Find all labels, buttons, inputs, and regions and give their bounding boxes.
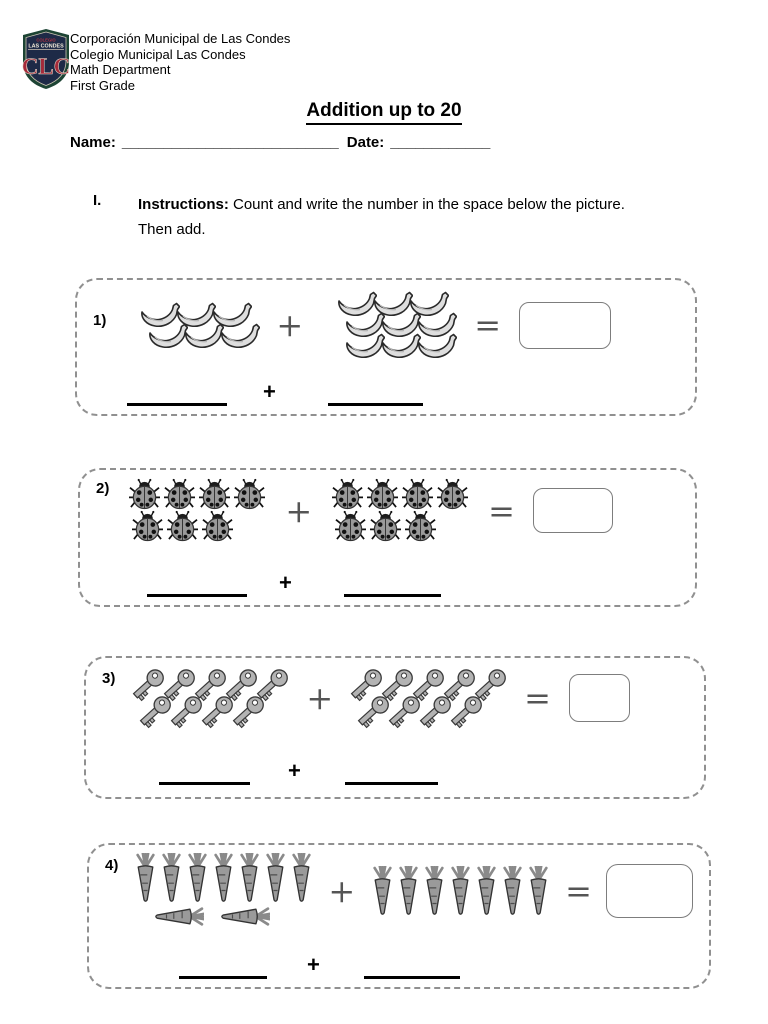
- exercise-1-count-line-2[interactable]: [328, 403, 423, 406]
- carrot-icon: [264, 853, 287, 903]
- plus-sign: +: [307, 952, 320, 977]
- ladybug-icon: [437, 478, 468, 511]
- exercise-3-count-line-2[interactable]: [345, 782, 438, 785]
- icon-row: [140, 693, 288, 729]
- ladybug-icon: [405, 510, 436, 543]
- ladybug-icon: [132, 510, 163, 543]
- banana-icon: [148, 322, 188, 350]
- exercise-4-answer-box[interactable]: [606, 864, 693, 918]
- icon-row: [330, 478, 470, 511]
- banana-icon: [220, 322, 260, 350]
- key-icon: [448, 693, 485, 729]
- plus-sign: +: [263, 379, 276, 404]
- exercise-1-box: [75, 278, 697, 416]
- equals-sign: =: [474, 306, 501, 344]
- ladybug-icon: [164, 478, 195, 511]
- key-icon: [230, 693, 267, 729]
- plus-sign: +: [279, 570, 292, 595]
- exercise-3-box: [84, 656, 706, 799]
- banana-icon: [381, 332, 421, 360]
- icon-row: [369, 866, 551, 916]
- carrot-icon: [290, 853, 313, 903]
- icon-row: [150, 322, 258, 350]
- icon-row: [132, 853, 314, 903]
- carrot-icon: [397, 866, 420, 916]
- exercise-2-count-line-2[interactable]: [344, 594, 441, 597]
- carrot-icon: [238, 853, 261, 903]
- exercise-2-number: 2): [96, 480, 110, 497]
- date-blank-line[interactable]: ____________: [390, 134, 491, 151]
- exercise-3-count-line-1[interactable]: [159, 782, 250, 785]
- ladybug-icon: [367, 478, 398, 511]
- plus-sign: +: [328, 871, 356, 910]
- exercise-2-addend-group-1: [127, 478, 267, 543]
- exercise-1-number: 1): [93, 312, 107, 329]
- exercise-4-addend-group-1: [132, 853, 314, 928]
- carrot-icon: [212, 853, 235, 903]
- icon-row: [127, 478, 267, 511]
- ladybug-icon: [234, 478, 265, 511]
- exercise-3-answer-box[interactable]: [569, 674, 630, 722]
- exercise-2-count-line-1[interactable]: [147, 594, 247, 597]
- ladybug-icon: [332, 478, 363, 511]
- instructions-block: [93, 192, 643, 242]
- equals-sign: =: [488, 491, 515, 530]
- carrot-icon: [449, 866, 472, 916]
- exercise-1-addend-group-1: [142, 301, 258, 350]
- exercise-4-addend-group-2: [369, 866, 551, 916]
- carrot-icon: [501, 866, 524, 916]
- ladybug-icon: [199, 478, 230, 511]
- exercise-1-count-line-1[interactable]: [127, 403, 227, 406]
- exercise-3-number: 3): [102, 670, 116, 687]
- carrot-horizontal-icon: [154, 905, 204, 928]
- exercise-4-number: 4): [105, 857, 119, 874]
- equals-sign: =: [524, 678, 551, 717]
- carrot-icon: [160, 853, 183, 903]
- letterhead-line-4: First Grade: [70, 77, 136, 93]
- name-date-row: [70, 134, 490, 151]
- icon-row: [347, 332, 455, 360]
- exercise-1-addend-group-2: [339, 290, 455, 360]
- ladybug-icon: [202, 510, 233, 543]
- name-label: Name:: [70, 134, 116, 151]
- plus-sign: +: [288, 758, 301, 783]
- date-label: Date:: [346, 134, 385, 151]
- ladybug-icon: [370, 510, 401, 543]
- logo-banner-bottom: LAS CONDES: [28, 43, 64, 50]
- exercise-3-addend-group-1: [133, 666, 288, 729]
- exercise-3-addend-group-2: [351, 666, 506, 729]
- exercise-4-count-line-2[interactable]: [364, 976, 460, 979]
- letterhead-line-3: Math Department: [70, 62, 171, 77]
- icon-row: [130, 510, 267, 543]
- exercise-4-count-line-1[interactable]: [179, 976, 267, 979]
- plus-sign: +: [306, 678, 334, 717]
- equals-sign: =: [565, 871, 592, 910]
- plus-sign: +: [285, 491, 313, 530]
- ladybug-icon: [129, 478, 160, 511]
- name-blank-line[interactable]: __________________________: [121, 134, 339, 151]
- icon-row: [358, 693, 506, 729]
- ladybug-icon: [167, 510, 198, 543]
- banana-icon: [417, 332, 457, 360]
- icon-row: [146, 905, 314, 928]
- letterhead-line-2: Colegio Municipal Las Condes: [70, 46, 246, 62]
- exercise-1-answer-box[interactable]: [519, 302, 611, 349]
- banana-icon: [184, 322, 224, 350]
- ladybug-icon: [335, 510, 366, 543]
- banana-icon: [345, 332, 385, 360]
- carrot-icon: [186, 853, 209, 903]
- exercise-2-addend-group-2: [330, 478, 470, 543]
- exercise-4-box: [87, 843, 711, 989]
- exercise-2-box: [78, 468, 697, 607]
- exercise-2-answer-box[interactable]: [533, 488, 613, 533]
- letterhead-line-1: Corporación Municipal de Las Condes: [70, 31, 291, 46]
- carrot-icon: [475, 866, 498, 916]
- logo-banner-top: COLEGIO: [36, 37, 56, 43]
- icon-row: [333, 510, 470, 543]
- school-logo: [20, 28, 72, 90]
- page-title: Addition up to 20: [306, 100, 461, 125]
- plus-sign: +: [276, 306, 304, 344]
- logo-monogram: CLC: [21, 54, 71, 79]
- letterhead: [70, 31, 290, 93]
- ladybug-icon: [402, 478, 433, 511]
- carrot-icon: [527, 866, 550, 916]
- carrot-icon: [134, 853, 157, 903]
- carrot-icon: [371, 866, 394, 916]
- section-numeral: I.: [93, 192, 102, 209]
- carrot-horizontal-icon: [220, 905, 270, 928]
- instructions-text: Instructions: Count and write the number in the space below the picture. Then add.: [138, 196, 625, 238]
- carrot-icon: [423, 866, 446, 916]
